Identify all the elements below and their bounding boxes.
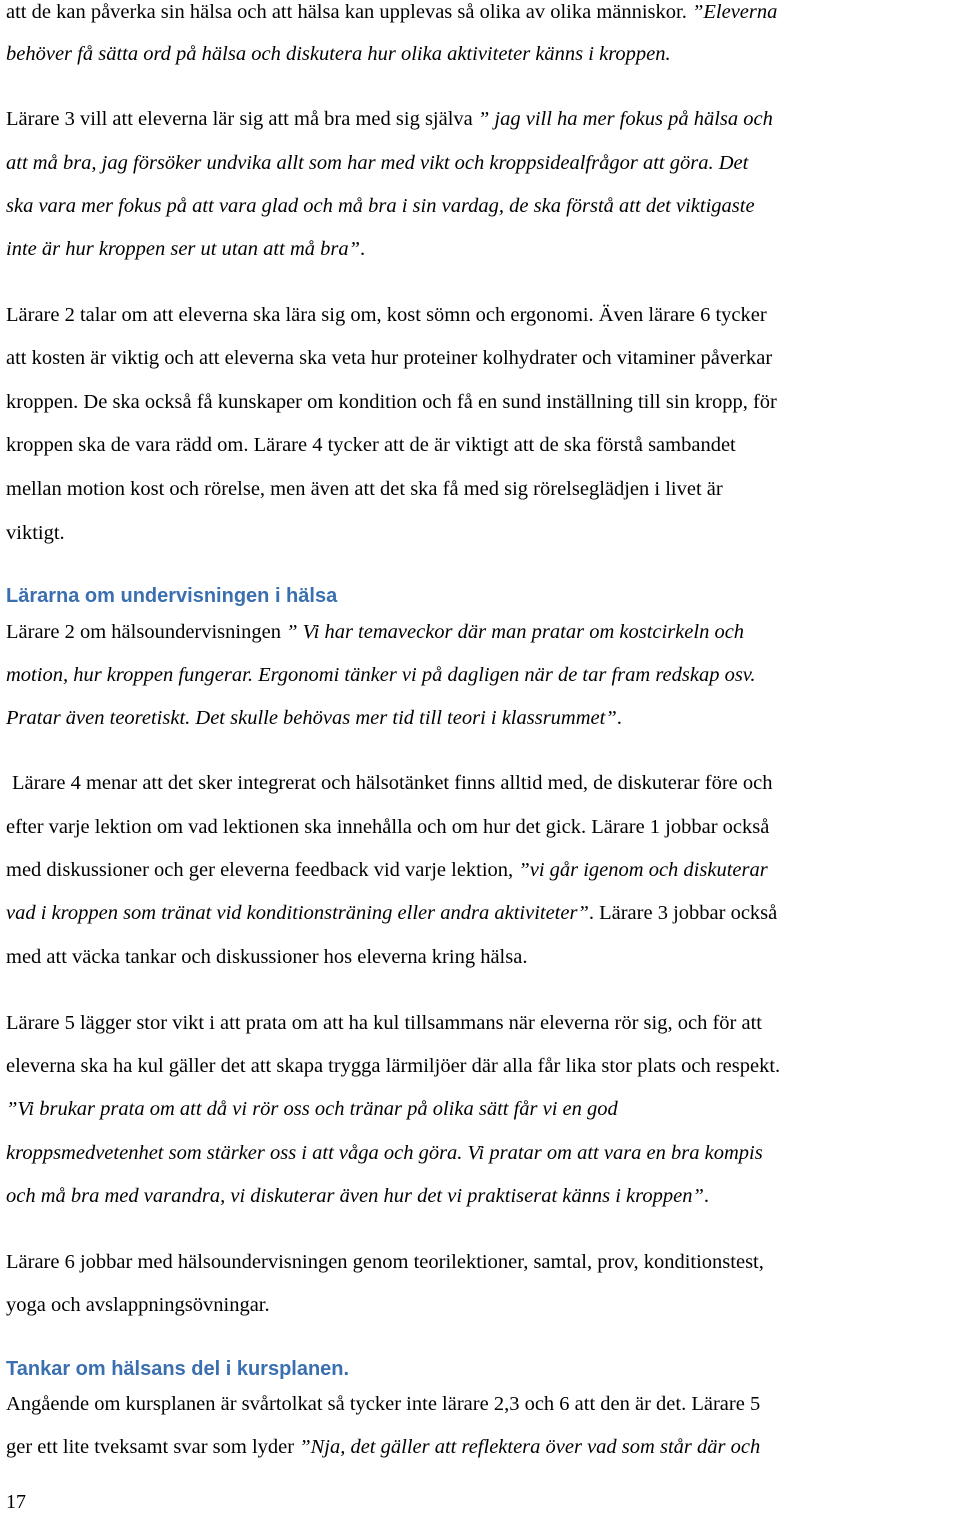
text-line [6,1437,760,1458]
quote-text: motion, hur kroppen fungerar. Ergonomi tänker vi på dagligen när de tar fram redskap osv. [6,664,756,686]
body-text: ger ett lite tveksamt svar som lyder [6,1436,300,1458]
body-text: Lärare 5 lägger stor vikt i att prata om att ha kul tillsammans när eleverna rör sig, och för att [6,1012,762,1034]
text-line [6,1056,780,1077]
body-text: yoga och avslappningsövningar. [6,1294,270,1316]
body-text: mellan motion kost och rörelse, men även att det ska få med sig rörelseglädjen i livet är [6,478,723,500]
quote-text: kroppsmedvetenhet som stärker oss i att våga och göra. Vi pratar om att vara en bra kompis [6,1142,763,1164]
text-line [12,773,772,794]
body-text: Angående om kursplanen är svårtolkat så tycker inte lärare 2,3 och 6 att den är det. Lärare 5 [6,1393,761,1415]
text-line [6,153,748,174]
text-line [6,435,736,456]
quote-text: vad i kroppen som tränat vid konditionsträning eller andra aktiviteter” [6,902,589,924]
body-text: med diskussioner och ger eleverna feedback vid varje lektion, [6,859,519,881]
text-line [6,479,723,500]
body-text: Lärare 4 menar att det sker integrerat och hälsotänket finns alltid med, de diskuterar före och [12,772,773,794]
quote-text: ”vi går igenom och diskuterar [518,859,768,881]
quote-text: behöver få sätta ord på hälsa och diskutera hur olika aktiviteter känns i kroppen. [6,43,671,65]
body-text: . [616,707,622,729]
text-line [6,903,777,924]
text-line [6,1013,762,1034]
text-line [6,860,768,881]
quote-text: inte är hur kroppen ser ut utan att må bra” [6,238,361,260]
quote-text: Pratar även teoretiskt. Det skulle behövas mer tid till teori i klassrummet” [6,707,617,729]
text-line [6,1252,764,1273]
text-line [6,109,773,130]
text-line [6,44,671,65]
text-line [6,239,365,260]
body-text: att kosten är viktig och att eleverna ska veta hur proteiner kolhydrater och vitaminer påverkar [6,347,773,369]
quote-text: ”Nja, det gäller att reflektera över vad som står där och [299,1436,761,1458]
body-text: eleverna ska ha kul gäller det att skapa trygga lärmiljöer där alla får lika stor plats och respekt. [6,1055,781,1077]
body-text: med att väcka tankar och diskussioner hos eleverna kring hälsa. [6,946,528,968]
quote-text: ska vara mer fokus på att vara glad och må bra i sin vardag, de ska förstå att det viktigaste [6,195,755,217]
text-line [6,665,756,686]
text-line [6,1143,763,1164]
body-text: att de kan påverka sin hälsa och att hälsa kan upplevas så olika av olika människor. [6,1,692,23]
text-line [6,622,744,643]
section-heading: Lärarna om undervisningen i hälsa [6,585,338,607]
text-line [6,1099,618,1120]
body-text: viktigt. [6,522,65,544]
text-line [6,196,755,217]
body-text: Lärare 6 jobbar med hälsoundervisningen genom teorilektioner, samtal, prov, konditionstest, [6,1251,764,1273]
quote-text: och må bra med varandra, vi diskuterar även hur det vi praktiserat känns i kroppen” [6,1185,704,1207]
quote-text: ” Vi har temaveckor där man pratar om kostcirkeln och [286,621,745,643]
page-number: 17 [6,1491,26,1513]
body-text: . Lärare 3 jobbar också [588,902,778,924]
body-text: Lärare 2 om hälsoundervisningen [6,621,287,643]
text-line [6,1186,709,1207]
text-line [6,708,622,729]
text-line [6,2,777,23]
text-line [6,1394,760,1415]
body-text: . [703,1185,709,1207]
body-text: efter varje lektion om vad lektionen ska innehålla och om hur det gick. Lärare 1 jobbar också [6,816,770,838]
text-line [6,947,527,968]
text-line [6,817,769,838]
quote-text: att må bra, jag försöker undvika allt som har med vikt och kroppsidealfrågor att göra. Det [6,152,749,174]
text-line [6,523,65,544]
body-text: kroppen. De ska också få kunskaper om kondition och få en sund inställning till sin kropp, för [6,391,777,413]
body-text: Lärare 3 vill att eleverna lär sig att må bra med sig själva [6,108,478,130]
body-text: Lärare 2 talar om att eleverna ska lära sig om, kost sömn och ergonomi. Även lärare 6 tycker [6,304,767,326]
body-text: kroppen ska de vara rädd om. Lärare 4 tycker att de är viktigt att de ska förstå sambandet [6,434,736,456]
text-line [6,392,777,413]
text-line [6,1295,270,1316]
quote-text: ”Eleverna [691,1,778,23]
text-line [6,305,767,326]
quote-text: ”Vi brukar prata om att då vi rör oss och tränar på olika sätt får vi en god [6,1098,618,1120]
text-line [6,348,772,369]
quote-text: ” jag vill ha mer fokus på hälsa och [477,108,773,130]
section-heading: Tankar om hälsans del i kursplanen. [6,1358,350,1380]
body-text: . [360,238,366,260]
